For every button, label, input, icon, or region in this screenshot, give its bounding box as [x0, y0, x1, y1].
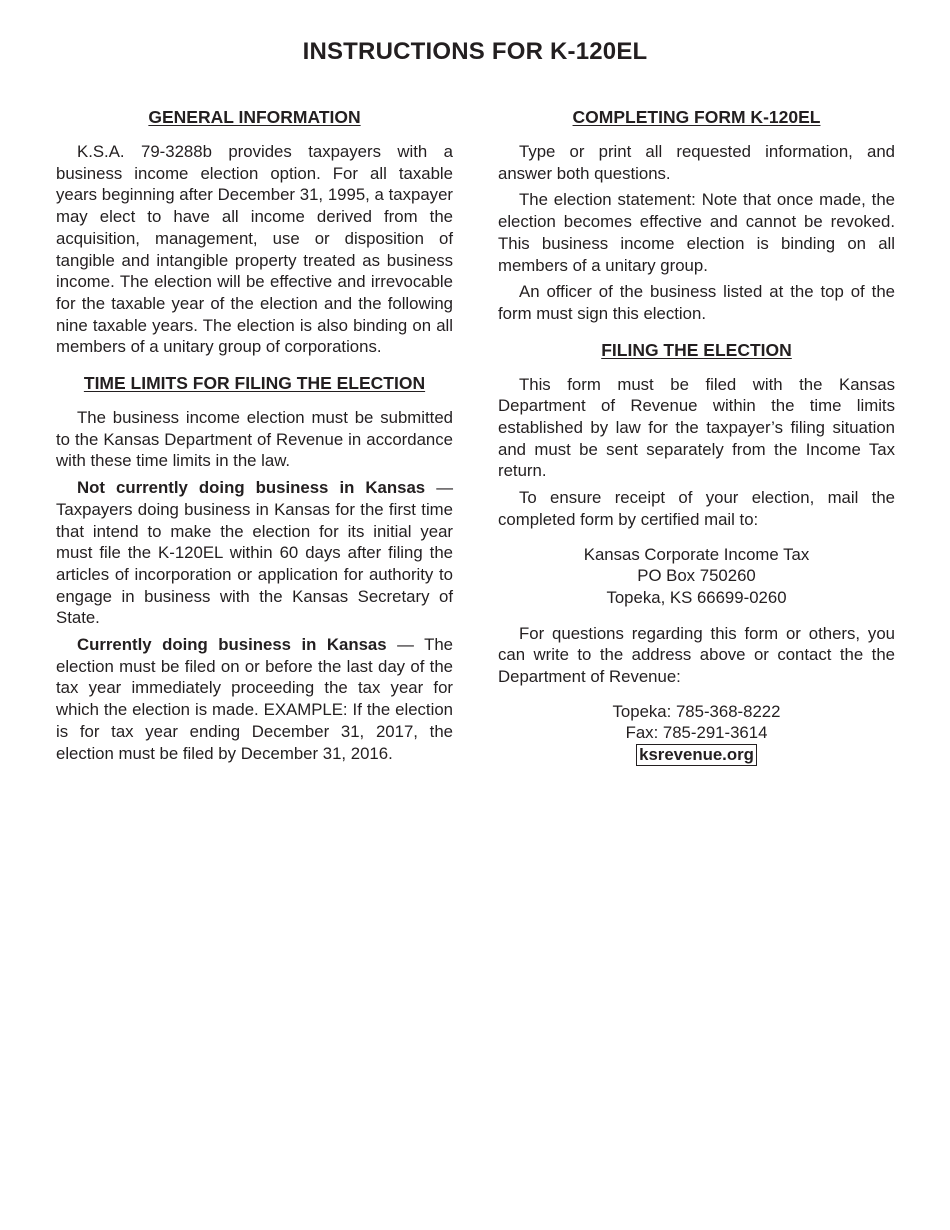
filing-paragraph-3: For questions regarding this form or others, you can write to the address above or contact the the Department of Revenue:: [498, 623, 895, 687]
address-line-3: Topeka, KS 66699-0260: [606, 587, 787, 607]
not-doing-business-text: — Taxpayers doing business in Kansas for the first time that intend to make the election for its initial year must file the K-120EL within 60 days after filing the articles of incorporation or application for authority to engage in business with the Kansas Secretary of State.: [56, 478, 453, 628]
left-column: [56, 104, 453, 769]
filing-paragraph-1: This form must be filed with the Kansas Department of Revenue within the time limits established by law for the taxpayer’s filing situation and must be sent separately from the Income Tax return.: [498, 374, 895, 481]
completing-paragraph-2: The election statement: Note that once made, the election becomes effective and cannot be revoked. This business income election is binding on all members of a unitary group.: [498, 190, 895, 275]
general-information-heading: GENERAL INFORMATION: [148, 107, 361, 127]
filing-election-section: [498, 337, 895, 767]
filing-paragraph-2: To ensure receipt of your election, mail the completed form by certified mail to:: [498, 488, 895, 529]
page-title: INSTRUCTIONS FOR K-120EL: [302, 38, 648, 65]
address-line-2: PO Box 750260: [637, 566, 756, 586]
time-limits-intro: The business income election must be submitted to the Kansas Department of Revenue in accordance with these time limits in the law.: [56, 408, 453, 471]
phone-number: Topeka: 785-368-8222: [612, 701, 781, 721]
general-information-section: [56, 104, 453, 358]
mailing-address: [498, 544, 895, 609]
address-line-1: Kansas Corporate Income Tax: [583, 544, 810, 564]
doing-business-paragraph: [56, 634, 453, 764]
website-link[interactable]: ksrevenue.org: [636, 744, 757, 766]
completing-paragraph-3: An officer of the business listed at the top of the form must sign this election.: [498, 282, 895, 323]
time-limits-heading: TIME LIMITS FOR FILING THE ELECTION: [83, 373, 426, 394]
right-column: [498, 104, 895, 766]
doing-business-lead: Currently doing business in Kansas: [77, 635, 387, 655]
completing-form-heading: COMPLETING FORM K-120EL: [572, 107, 821, 127]
doing-business-text: — The election must be filed on or before the last day of the tax year immediately proceeding the tax year for which the election is made. EXAMPLE: If the election is for tax year ending December 31, 2017, the election must be filed by December 31, 2016.: [56, 635, 453, 763]
fax-number: Fax: 785-291-3614: [625, 723, 768, 743]
not-doing-business-paragraph: [56, 477, 453, 629]
time-limits-section: [56, 370, 453, 764]
filing-election-heading: FILING THE ELECTION: [601, 339, 792, 360]
completing-paragraph-1: Type or print all requested information, and answer both questions.: [498, 142, 895, 183]
completing-form-section: [498, 104, 895, 325]
general-information-text: K.S.A. 79-3288b provides taxpayers with a business income election option. For all taxable years beginning after December 31, 1995, a taxpayer may elect to have all income derived from the acquisition, management, use or disposition of tangible and intangible property treated as business income. The election will be effective and irrevocable for the taxable year of the election and the following nine taxable years. The election is also binding on all members of a unitary group of corporations.: [56, 142, 453, 357]
contact-info: [498, 701, 895, 766]
not-doing-business-lead: Not currently doing business in Kansas: [77, 478, 426, 498]
